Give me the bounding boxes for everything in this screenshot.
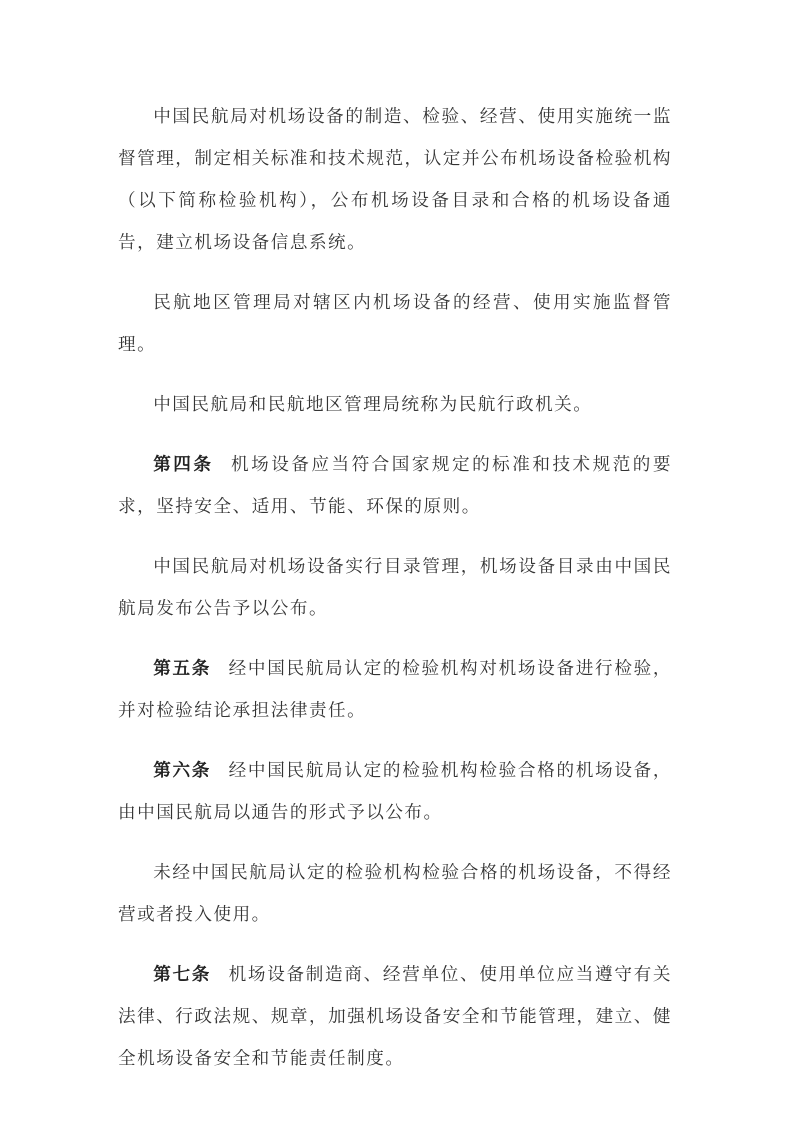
paragraph-regional-bureau [118, 282, 672, 366]
paragraph-administrative-organs [118, 384, 672, 426]
article-7 [118, 954, 672, 1080]
paragraph-text: 机场设备制造商、经营单位、使用单位应当遵守有关法律、行政法规、规章，加强机场设备安全和节能管理，建立、健全机场设备安全和节能责任制度。 [118, 965, 672, 1069]
paragraph-uncertified-equipment [118, 852, 672, 936]
paragraph-text: 中国民航局对机场设备的制造、检验、经营、使用实施统一监督管理，制定相关标准和技术规范，认定并公布机场设备检验机构（以下简称检验机构），公布机场设备目录和合格的机场设备通告，建立机场设备信息系统。 [118, 107, 672, 253]
article-number: 第七条 [153, 965, 212, 985]
paragraph-text: 未经中国民航局认定的检验机构检验合格的机场设备，不得经营或者投入使用。 [118, 863, 672, 925]
article-number: 第五条 [153, 659, 212, 679]
paragraph-text: 中国民航局对机场设备实行目录管理，机场设备目录由中国民航局发布公告予以公布。 [118, 557, 672, 619]
paragraph-text: 经中国民航局认定的检验机构检验合格的机场设备，由中国民航局以通告的形式予以公布。 [118, 761, 672, 823]
article-number: 第六条 [153, 761, 212, 781]
paragraph-text: 经中国民航局认定的检验机构对机场设备进行检验，并对检验结论承担法律责任。 [118, 659, 672, 721]
paragraph-catalog-management [118, 546, 672, 630]
paragraph-supervision [118, 96, 672, 264]
article-6 [118, 750, 672, 834]
article-4 [118, 444, 672, 528]
document-body [118, 96, 672, 1080]
paragraph-text: 中国民航局和民航地区管理局统称为民航行政机关。 [153, 395, 593, 415]
paragraph-text: 民航地区管理局对辖区内机场设备的经营、使用实施监督管理。 [118, 293, 672, 355]
article-5 [118, 648, 672, 732]
article-number: 第四条 [153, 455, 214, 475]
paragraph-text: 机场设备应当符合国家规定的标准和技术规范的要求，坚持安全、适用、节能、环保的原则。 [118, 455, 672, 517]
